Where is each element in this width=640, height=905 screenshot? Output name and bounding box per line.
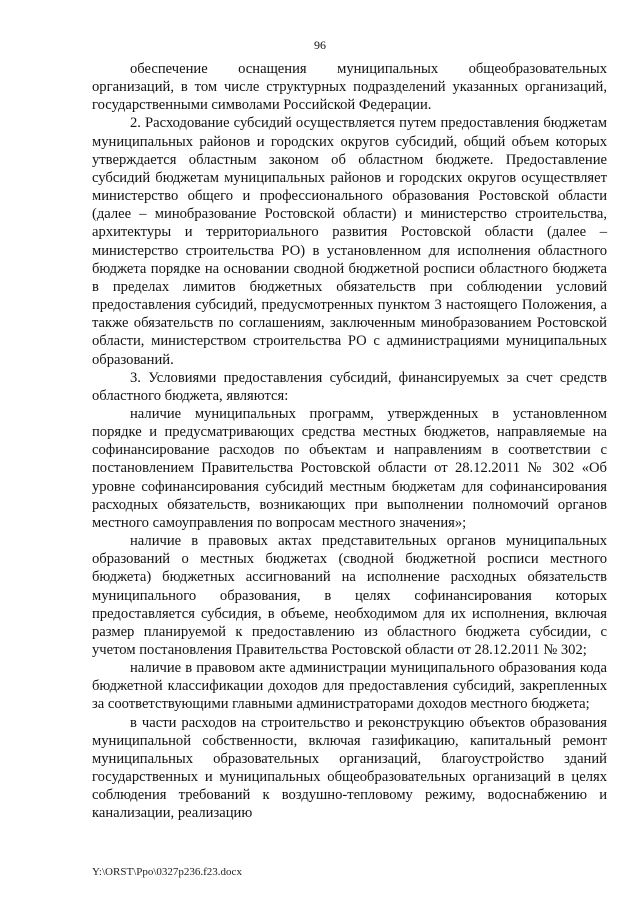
document-body: [92, 60, 607, 823]
page-number: 96: [314, 38, 326, 52]
paragraph: наличие в правовых актах представительных органов муниципальных образований о местных бюджетах (сводной бюджетной росписи местного бюджета) бюджетных ассигнований на исполнение расходных обязательств муниципального образования, в целях софинансирования которых предоставляется субсидия, в объеме, необходимом для их исполнения, включая размер планируемой к предоставлению из областного бюджета субсидии, с учетом постановления Правительства Ростовской области от 28.12.2011 № 302;: [92, 533, 607, 658]
paragraph: в части расходов на строительство и реконструкцию объектов образования муниципальной собственности, включая газификацию, капитальный ремонт муниципальных образовательных организаций, благоустройство зданий государственных и муниципальных общеобразовательных организаций в целях соблюдения требований к воздушно-тепловому режиму, водоснабжению и канализации, реализацию: [92, 714, 607, 822]
paragraph: обеспечение оснащения муниципальных общеобразовательных организаций, в том числе структурных подразделений указанных организаций, государственными символами Российской Федерации.: [92, 61, 607, 114]
paragraph: наличие в правовом акте администрации муниципального образования кода бюджетной классификации доходов для предоставления субсидий, закрепленных за соответствующими главными администраторами доходов местного бюджета;: [92, 660, 607, 713]
paragraph: наличие муниципальных программ, утвержденных в установленном порядке и предусматривающих средства местных бюджетов, направляемые на софинансирование расходов по объектам и направлениям в соответствии с постановлением Правительства Ростовской области от 28.12.2011 № 302 «Об уровне софинансирования субсидий местным бюджетам для софинансирования расходных обязательств, возникающих при выполнении полномочий органов местного самоуправления по вопросам местного значения»;: [92, 405, 607, 531]
footer-file-path: Y:\ORST\Ppo\0327p236.f23.docx: [92, 866, 242, 878]
paragraph: 2. Расходование субсидий осуществляется путем предоставления бюджетам муниципальных районов и городских округов субсидий, общий объем которых утверждается областным законом об областном бюджете. Предоставление субсидий бюджетам муниципальных районов и городских округов осуществляет министерство общего и профессионального образования Ростовской области (далее – минобразование Ростовской области) и министерство строительства, архитектуры и территориального развития Ростовской области (далее – министерство строительства РО) в установленном для исполнения областного бюджета порядке на основании сводной бюджетной росписи областного бюджета в пределах лимитов бюджетных обязательств при соблюдении условий предоставления субсидий, предусмотренных пунктом 3 настоящего Положения, а также обязательств по соглашениям, заключенным минобразованием Ростовской области, министерством строительства РО с администрациями муниципальных образований.: [92, 115, 607, 368]
paragraph: 3. Условиями предоставления субсидий, финансируемых за счет средств областного бюджета, являются:: [92, 369, 607, 404]
